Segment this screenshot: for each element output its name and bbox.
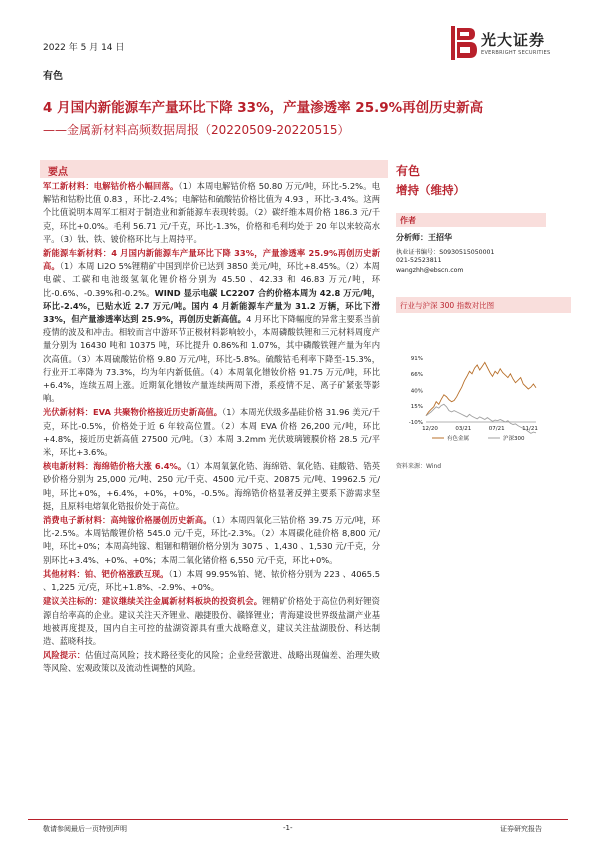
side-sector: 有色 <box>396 164 421 178</box>
y-tick-label: 66% <box>410 371 423 378</box>
paragraph-text: （1）本周光伏级多晶硅价格 31.96 美元/千克，环比-0.5%，价格处于近 6 年较高位置。（2）本周 EVA 价格 26,200 元/吨，环比+4.8%，接近历史新高值 27500 元/吨。（3）本周 3.2mm 光伏玻璃镀膜价格 28.5 元/平米，环比+3.6%。 <box>43 407 380 458</box>
summary-label: 要点 <box>48 167 68 178</box>
paragraph-text: 锂精矿价格处于高位仍利好锂资源自给率高的企业。建议关注天齐锂业、融捷股份、赣锋锂业；青海建设世界级盐湖产业基地被再度提及，国内自主可控的盐湖资源具有重大战略意义，建议关注盐湖股份、科达制造、蓝晓科技。 <box>43 596 380 646</box>
x-tick-label: 07/21 <box>488 426 505 432</box>
report-title: 4 月国内新能源车产量环比下降 33%，产量渗透率 25.9%再创历史新高 <box>43 100 484 116</box>
paragraph-text: （1）本周电解钴价格 50.80 万元/吨，环比-5.2%。电解钴和钴粉比值 0.83 ，环比-2.4%；电解钴和硫酸钴价格比值为 4.93 ，环比-3.4%。这两个比值说明本周军工相对于制造业和新能源车表现转弱。（2）碳纤维本周价格 186.3 元/千克，环比+0.0%。毛利 56.71 元/千克，环比-1.3%，价格和毛利均处于 20 年以来较高水平。（3）钛、铁、铍价格环比与上周持平。 <box>43 181 380 244</box>
paragraph-head: 军工新材料：电解钴价格小幅回落。 <box>43 181 179 191</box>
paragraph-head: 光伏新材料：EVA 共聚物价格接近历史新高值。 <box>43 407 223 418</box>
series-line-csi300 <box>426 404 536 433</box>
paragraph-photovoltaic <box>43 406 380 459</box>
paragraph-head: 风险提示： <box>43 650 86 661</box>
brand-name-en: EVERBRIGHT SECURITIES <box>481 50 551 56</box>
paragraph-head: 建议关注标的：建议继续关注金属新材料板块的投资机会。 <box>43 596 263 607</box>
y-tick-label: 40% <box>410 388 423 395</box>
chart-source: 资料来源：Wind <box>396 463 442 470</box>
analyst-phone: 021-52523811 <box>396 257 442 264</box>
author-bar <box>396 213 546 227</box>
y-tick-label: 91% <box>410 356 423 362</box>
paragraph-bold: WIND 显示电碳 LC2207 合约价格本周为 42.8 万元/吨，环比-2.4%，已贴水近 2.7 万元/吨。国内 4 月新能源车产量为 31.2 万辆，环比下滑 33%，但产量渗透率达到 25.9%，再创历史新高值。 <box>43 287 380 325</box>
paragraph-text: 估值过高风险；技术路径变化的风险；企业经营激进、战略出现偏差、治理失败等风险、宏观政策以及流动性调整的风险。 <box>43 650 380 674</box>
paragraph-head: 新能源车新材料：4 月国内新能源车产量环比下降 33%，产量渗透率 25.9%再创历史新高。 <box>43 248 380 272</box>
x-tick-label: 03/21 <box>455 426 472 432</box>
side-rating: 增持（维持） <box>396 183 465 197</box>
brand-logo <box>451 26 591 66</box>
paragraph-head: 核电新材料：海绵锆价格大涨 6.4%。 <box>43 461 187 472</box>
paragraph-recommendations <box>43 595 380 648</box>
summary-banner <box>40 160 388 178</box>
report-date: 2022 年 5 月 14 日 <box>43 43 125 53</box>
x-tick-label: 11/21 <box>522 426 538 432</box>
paragraph-text: 4 月环比下降幅度的异常主要系当前疫情的波及和冲击。相较而言中游环节正极材料影响较小，本周磷酸铁锂和三元材料周度产量分别为 16430 吨和 10375 吨，环比提升 0.86%和 1.07%，其中磷酸铁锂产量为年内次高值。（3）本周硫酸钴价格 9.80 万元/吨，环比-5.8%。硫酸钴毛利率下降至-15.3%，行业开工率降为 73.3%，均为年内新低值。（4）本周氧化镨钕价格 91.75 万元/吨，环比+6.4%，连续五周上涨。近期氧化镨钕产量连续两周下滑，系疫情不足、离子矿紧张等影响。 <box>43 314 380 404</box>
paragraph-text: （1）本周 99.95%铂、铑、铱价格分别为 223 、4065.5 、1,225 元/克，环比+1.8%、-2.9%、+0%。 <box>43 568 380 593</box>
chart-title: 行业与沪深 300 指数对比图 <box>400 301 495 310</box>
paragraph-text: （1）本周四氧化三钴价格 39.75 万元/吨，环比-2.5%。本周钴酸锂价格 545.0 元/千克，环比-2.3%。（2）本周碳化硅价格 8,800 元/吨，环比+0%；本周高纯镓、粗锢和精锢价格分别为 3075 、1,430 、1,530 元/千克，分别环比+3.4%、+0%、+0%；本周二氧化锗价格 6,550 元/千克，环比+0%。 <box>43 515 380 565</box>
paragraph-head: 其他材料：铂、钯价格涨跌互现。 <box>43 568 169 579</box>
x-tick-label: 12/20 <box>422 426 438 432</box>
sector-label: 有色 <box>43 71 63 82</box>
page-number: -1- <box>283 824 293 832</box>
paragraph-text: （1）本周氧氯化锆、海绵锆、氧化锆、硅酸锆、锆英砂价格分别为 25,000 元/吨、250 元/千克、4500 元/千克、20875 元/吨、19962.5 元/吨，环比+0%，+6.4%，+0%，+0%，-0.5%。海绵锆价格显著反弹主要系下游需求坚挺，且原料电熔氧化锆报价处于高位。 <box>43 461 380 511</box>
footer-disclaimer: 敬请参阅最后一页特别声明 <box>43 825 127 833</box>
paragraph-text: （1）本周 Li2O 5%锂精矿中国到岸价已达到 3850 美元/吨，环比+8.45%。（2）本周电碳、工碳和电池级氢氧化锂价格分别为 45.50 、42.33 和 46.83 万元/吨，环比-0.6%、-0.39%和-0.2%。 <box>43 261 380 298</box>
index-comparison-chart <box>396 350 576 460</box>
analyst-license: 执业证书编号：S0930515050001 <box>396 249 495 256</box>
legend-label: 沪深300 <box>503 436 525 442</box>
paragraph-head: 消费电子新材料：高纯镓价格屡创历史新高。 <box>43 515 212 526</box>
everbright-logo-icon <box>451 26 477 60</box>
paragraph-nuclear <box>43 460 380 513</box>
paragraph-new-energy <box>43 247 380 405</box>
legend-label: 有色金属 <box>447 436 470 442</box>
chart-title-bar <box>396 297 571 313</box>
y-tick-label: 15% <box>410 404 423 411</box>
paragraph-risks <box>43 649 380 675</box>
series-line-nonferrous <box>426 362 536 415</box>
report-subtitle: ——金属新材料高频数据周报（20220509-20220515） <box>43 123 350 137</box>
paragraph-military <box>43 180 380 246</box>
analyst-email[interactable]: wangzhh@ebscn.com <box>396 267 464 274</box>
report-body <box>43 180 380 677</box>
paragraph-other-materials <box>43 568 380 594</box>
footer-doc-type: 证券研究报告 <box>500 825 542 833</box>
paragraph-consumer-electronics <box>43 514 380 567</box>
y-tick-label: -10% <box>408 420 423 426</box>
analyst-name: 分析师：王招华 <box>396 233 452 242</box>
author-label: 作者 <box>400 216 416 225</box>
footer-divider <box>28 819 568 820</box>
brand-name-cn: 光大证券 <box>481 31 546 49</box>
